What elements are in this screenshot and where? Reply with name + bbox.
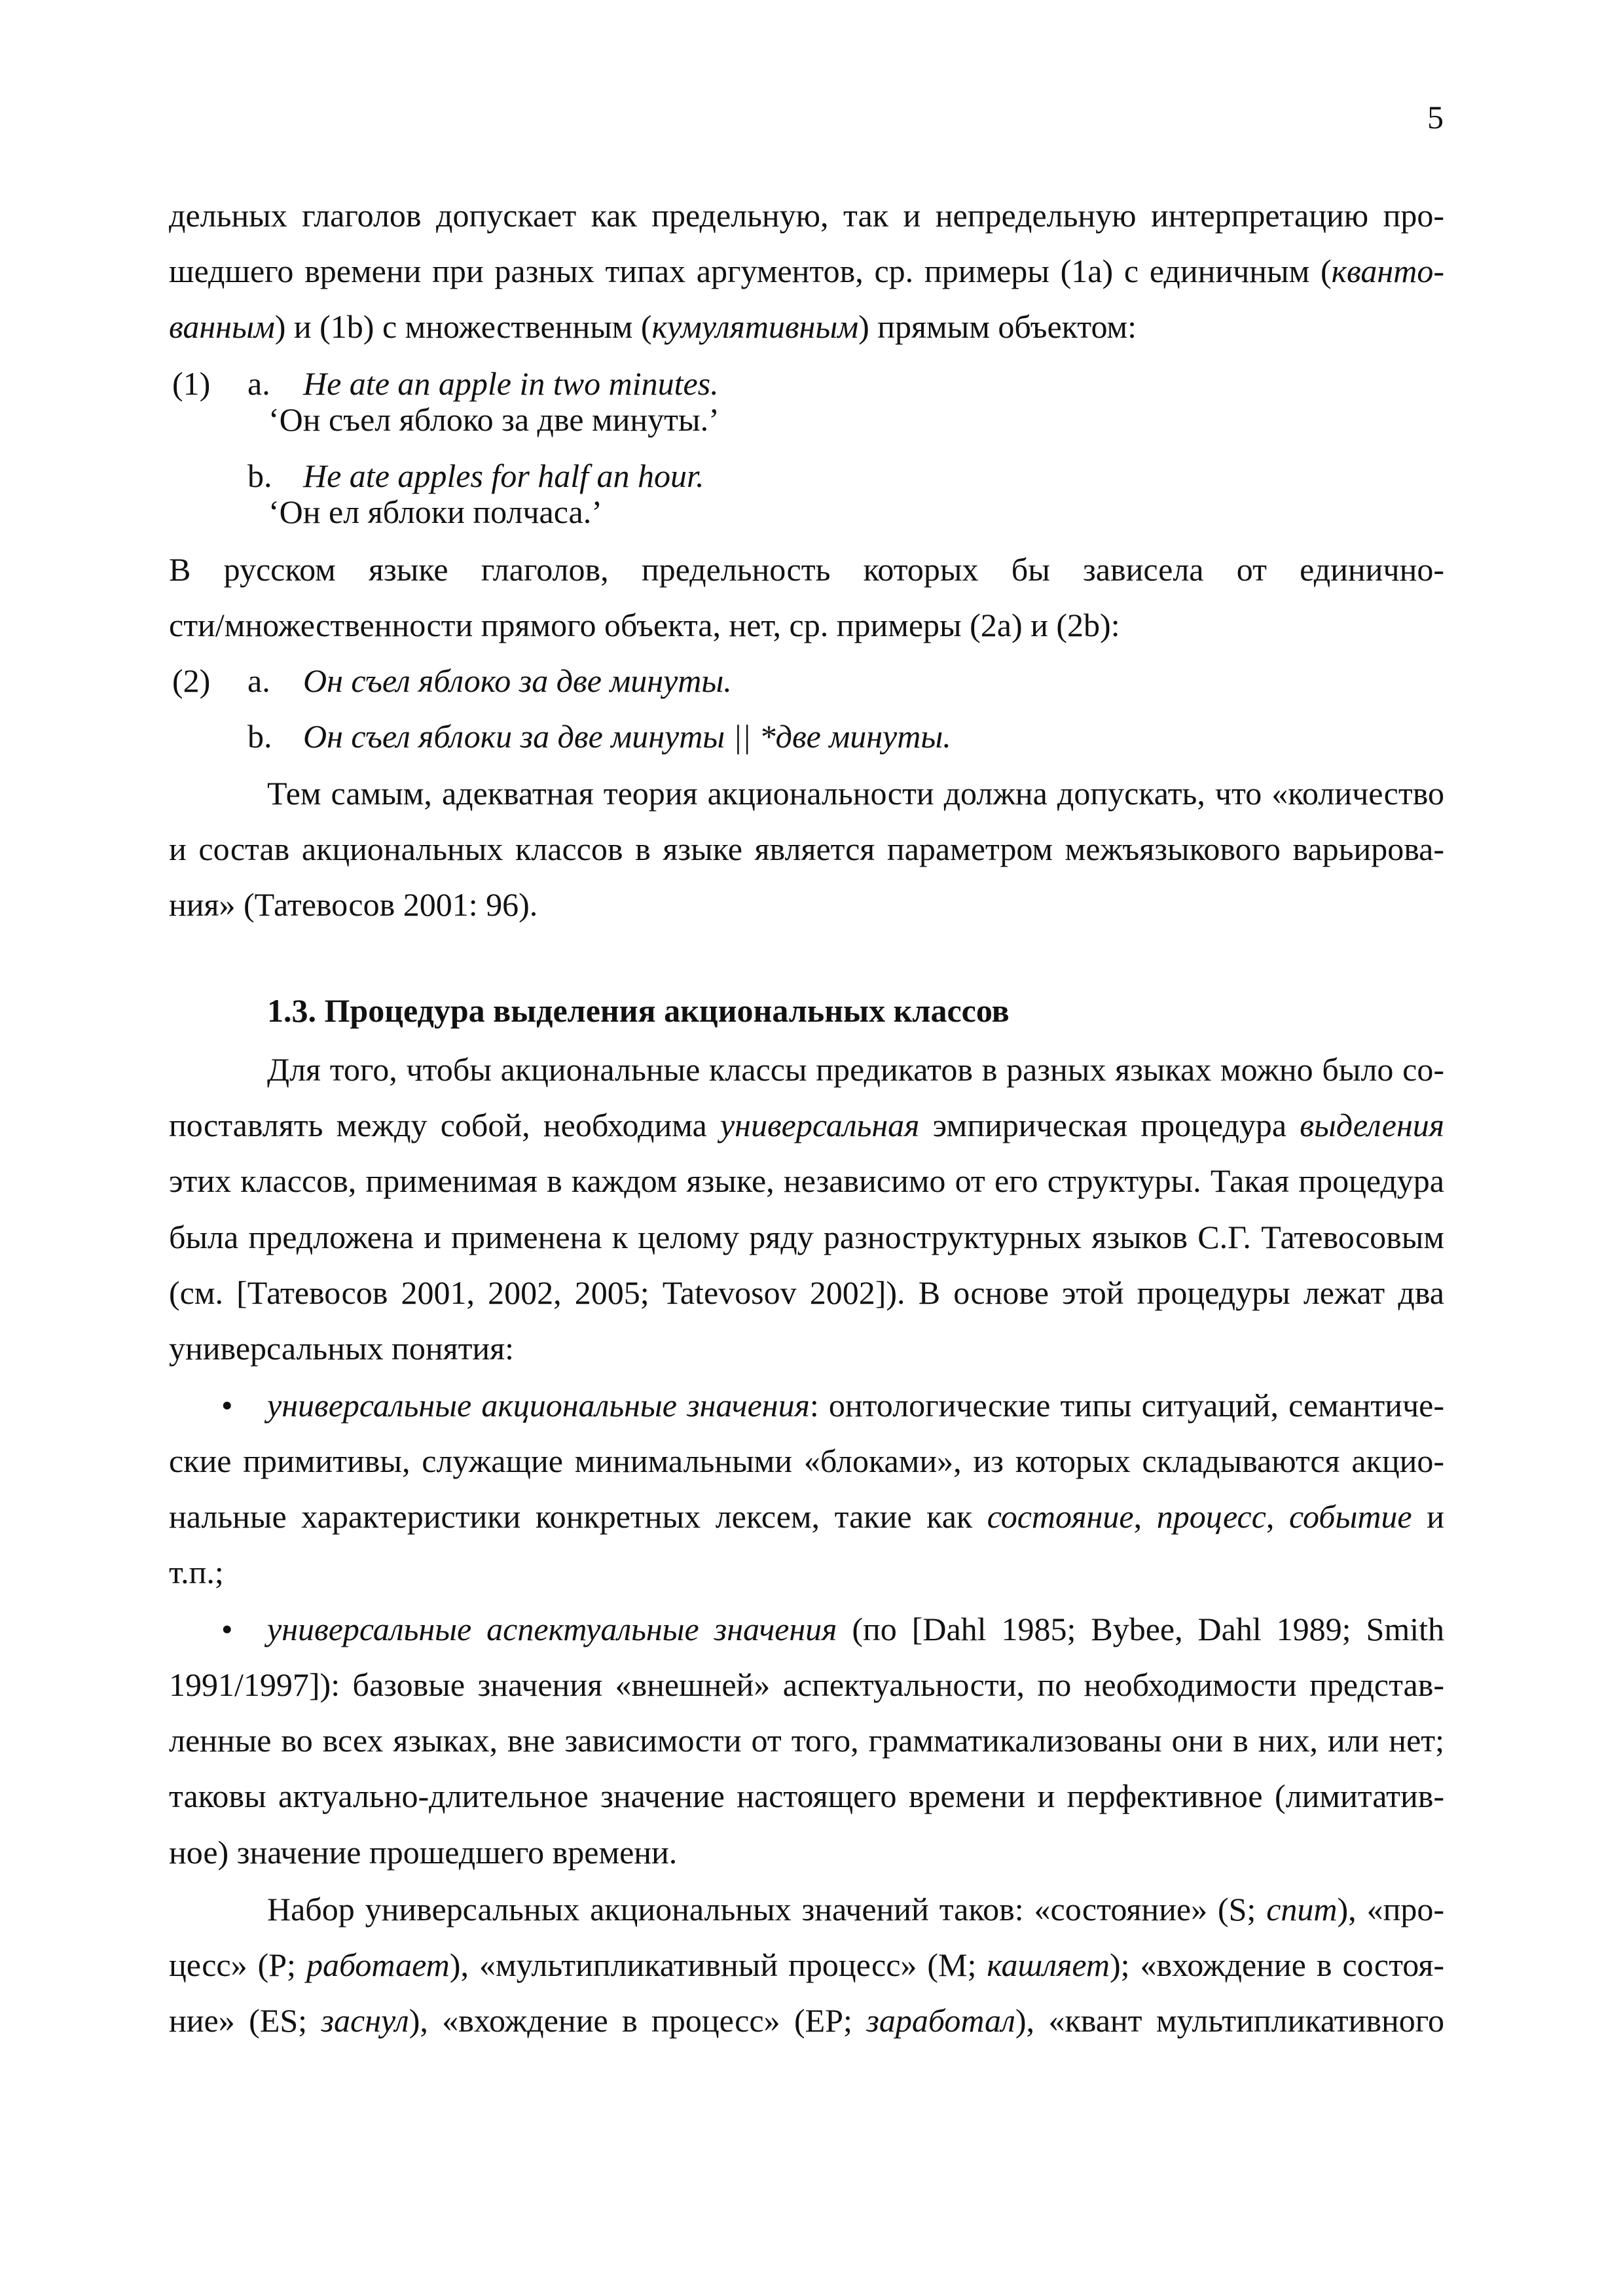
italic-term: состояние [987, 1498, 1134, 1535]
text-run: ) прямым объектом: [858, 308, 1137, 345]
bullet1-line1 [267, 1386, 1444, 1424]
para1-line3 [169, 308, 1137, 346]
para4-line3: этих классов, применимая в каждом языке, независимо от его структуры. Такая процедура [169, 1162, 1444, 1199]
text-run: цесс» (P; [169, 1946, 306, 1983]
text-run: , [1266, 1498, 1290, 1535]
bullet1-line2: ские примитивы, служащие минимальными «блоками», из которых складываются акцио- [169, 1443, 1444, 1479]
text-run: ), «мультипликативный процесс» (M; [449, 1946, 987, 1983]
para4-line6: универсальных понятия: [169, 1330, 515, 1367]
bullet1-line4: т.п.; [169, 1554, 224, 1590]
italic-term: ванным [169, 308, 275, 345]
bullet-icon: • [221, 1611, 233, 1647]
example1b-label: b. [247, 457, 272, 494]
italic-term: выделения [1300, 1107, 1444, 1143]
para4-line4: была предложена и применена к целому ряду разноструктурных языков С.Г. Татевосовым [169, 1219, 1444, 1255]
example1-number: (1) [172, 365, 211, 402]
italic-example: Он съел яблоко за две минуты. [303, 662, 732, 699]
example2b-label: b. [247, 718, 272, 755]
bullet2-line3: ленные во всех языках, вне зависимости от того, грамматикализованы они в них, или нет; [169, 1722, 1444, 1759]
italic-term: заработал [866, 2002, 1015, 2039]
italic-term: заснул [321, 2002, 409, 2039]
text-run: поставлять между собой, необходима [169, 1107, 720, 1143]
para3-line2: и состав акциональных классов в языке является параметром межъязыкового варьирова- [169, 831, 1444, 867]
italic-term: универсальные аспектуальные значения [267, 1611, 837, 1647]
section-heading: 1.3. Процедура выделения акциональных классов [267, 992, 1010, 1029]
text-run: ) и (1b) с множественным ( [274, 308, 652, 345]
bullet-icon: • [221, 1387, 233, 1424]
text-run: ние» (ES; [169, 2002, 321, 2039]
text-run: и [1412, 1498, 1444, 1535]
text-run: : онтологические типы ситуаций, семантиче- [809, 1387, 1445, 1424]
para5-line2 [169, 1946, 1444, 1984]
text-run: , [1133, 1498, 1157, 1535]
italic-term: кумулятивным [651, 308, 859, 345]
text-run: ); «вхождение в состоя- [1109, 1946, 1444, 1983]
text-run: шедшего времени при разных типах аргументов, ср. примеры (1a) с единичным ( [169, 253, 1332, 289]
text-run: ), «про- [1337, 1891, 1444, 1928]
bullet2-line1 [267, 1610, 1444, 1648]
para5-line3 [169, 2001, 1444, 2039]
text-run: (по [Dahl 1985; Bybee, Dahl 1989; Smith [837, 1611, 1444, 1647]
para4-line1: Для того, чтобы акциональные классы предикатов в разных языках можно было со- [267, 1051, 1444, 1088]
italic-term: работает [306, 1946, 450, 1983]
para2-line1: В русском языке глаголов, предельность которых бы зависела от единично- [169, 551, 1444, 588]
italic-term: кванто- [1331, 253, 1444, 289]
para4-line5: (см. [Татевосов 2001, 2002, 2005; Tatevosov 2002]). В основе этой процедуры лежат два [169, 1274, 1444, 1311]
text-run: ), «вхождение в процесс» (EP; [409, 2002, 867, 2039]
example2a-label: a. [247, 662, 270, 699]
italic-example: Он съел яблоки за две минуты || *две минуты. [303, 718, 951, 755]
bullet1-line3 [169, 1498, 1444, 1535]
example1b-text [303, 457, 704, 495]
italic-example: He ate an apple in two minutes. [303, 365, 719, 402]
italic-term: универсальная [720, 1107, 920, 1143]
bullet2-line5: ное) значение прошедшего времени. [169, 1834, 678, 1871]
example2b-text [303, 717, 951, 755]
italic-term: универсальные акциональные значения [267, 1387, 810, 1424]
para2-line2: сти/множественности прямого объекта, нет, ср. примеры (2a) и (2b): [169, 607, 1120, 643]
example1a-label: a. [247, 365, 270, 402]
italic-term: спит [1266, 1891, 1338, 1928]
para5-line1 [267, 1890, 1444, 1928]
para3-line3: ния» (Татевосов 2001: 96). [169, 886, 538, 923]
text-run: Набор универсальных акциональных значений таков: «состояние» (S; [267, 1891, 1267, 1928]
italic-term: кашляет [987, 1946, 1110, 1983]
italic-example: He ate apples for half an hour. [303, 457, 704, 494]
example2-number: (2) [172, 662, 211, 699]
example1b-gloss: ‘Он ел яблоки полчаса.’ [268, 493, 602, 530]
page-number: 5 [1427, 99, 1444, 135]
italic-term: процесс [1156, 1498, 1266, 1535]
bullet2-line4: таковы актуально-длительное значение настоящего времени и перфективное (лимитатив- [169, 1778, 1444, 1814]
example1a-text [303, 365, 719, 403]
text-run: эмпирическая процедура [919, 1107, 1300, 1143]
example1a-gloss: ‘Он съел яблоко за две минуты.’ [268, 401, 720, 438]
para4-line2 [169, 1106, 1444, 1144]
example2a-text [303, 662, 732, 700]
text-run: нальные характеристики конкретных лексем, такие как [169, 1498, 987, 1535]
para1-line2 [169, 252, 1444, 290]
para1-line1: дельных глаголов допускает как предельную, так и непредельную интерпретацию про- [169, 197, 1444, 234]
bullet2-line2: 1991/1997]): базовые значения «внешней» аспектуальности, по необходимости представ- [169, 1666, 1444, 1703]
para3-line1: Тем самым, адекватная теория акциональности должна допускать, что «количество [267, 775, 1444, 812]
text-run: ), «квант мультипликативного [1015, 2002, 1444, 2039]
italic-term: событие [1289, 1498, 1412, 1535]
